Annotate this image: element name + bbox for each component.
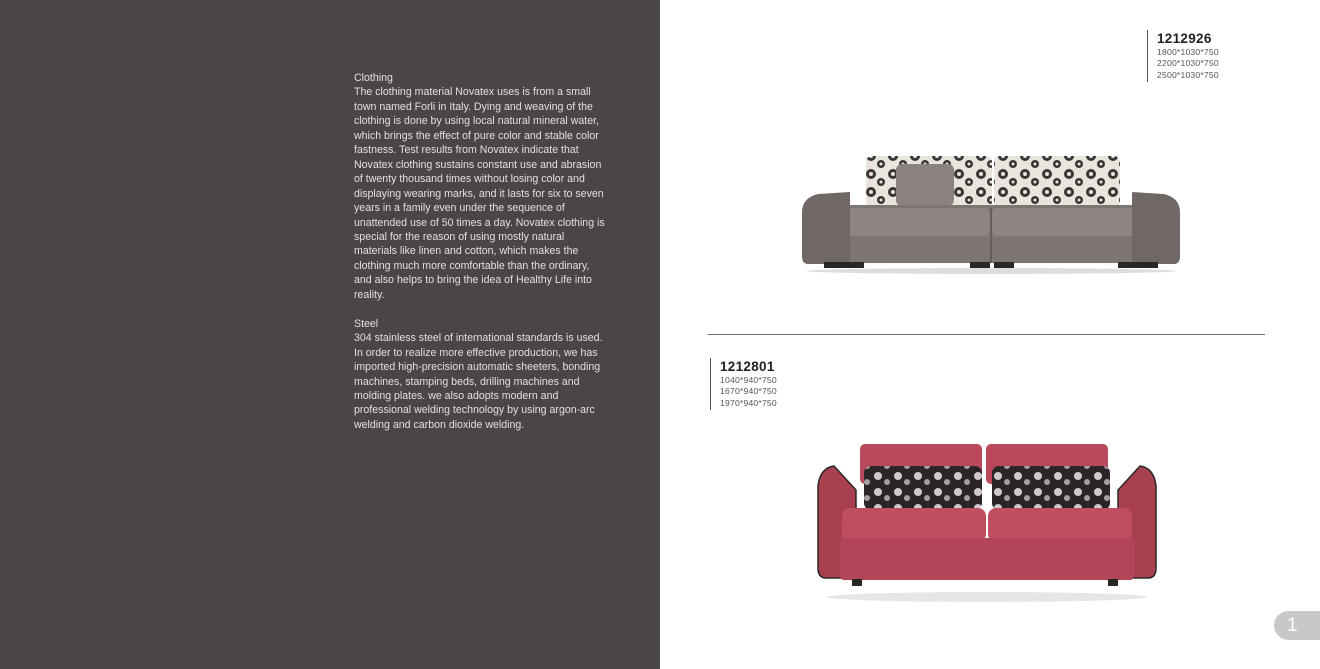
steel-body: 304 stainless steel of international standards is used. In order to realize more effective production, we has imported high-precision automatic sheeters, bonding machines, stamping beds, drilling machines and molding plates. we also adopts modern and professional welding technology by using argon-arc welding and carbon dioxide welding. — [354, 332, 603, 431]
product-code: 1212801 — [720, 359, 775, 374]
page-number: 1 — [1287, 615, 1298, 636]
product-size: 1040*940*750 — [720, 375, 777, 385]
description-text — [354, 71, 606, 432]
product-size: 1970*940*750 — [720, 397, 777, 408]
product-size: 2200*1030*750 — [1157, 58, 1219, 69]
product-code: 1212926 — [1157, 31, 1212, 46]
steel-heading: Steel — [354, 317, 379, 330]
red-sofa-image — [812, 438, 1162, 604]
section-divider — [708, 334, 1265, 335]
product-spec-1 — [1147, 30, 1219, 82]
product-size: 1800*1030*750 — [1157, 47, 1219, 57]
product-size: 2500*1030*750 — [1157, 69, 1219, 80]
clothing-heading: Clothing — [354, 72, 393, 84]
product-size: 1670*940*750 — [720, 386, 777, 397]
clothing-body: The clothing material Novatex uses is from a small town named Forli in Italy. Dying and weaving of the clothing is done by using local natural mineral water, which brings the effect of pure color and stable color fastness. Test results from Novatex indicate that Novatex clothing sustains constant use and abrasion of twenty thousand times without losing color and displaying wearing marks, and it lasts for six to seven years in a family even under the sequence of unattended use of 50 times a day. Novatex clothing is special for the reason of using mostly natural materials like linen and cotton, which makes the clothing much more comfortable than the ordinary, and also helps to bring the idea of Healthy Life into reality. — [354, 86, 605, 301]
grey-sofa-image — [798, 150, 1184, 275]
product-spec-2 — [710, 358, 777, 410]
page-number-tab — [1274, 611, 1320, 640]
